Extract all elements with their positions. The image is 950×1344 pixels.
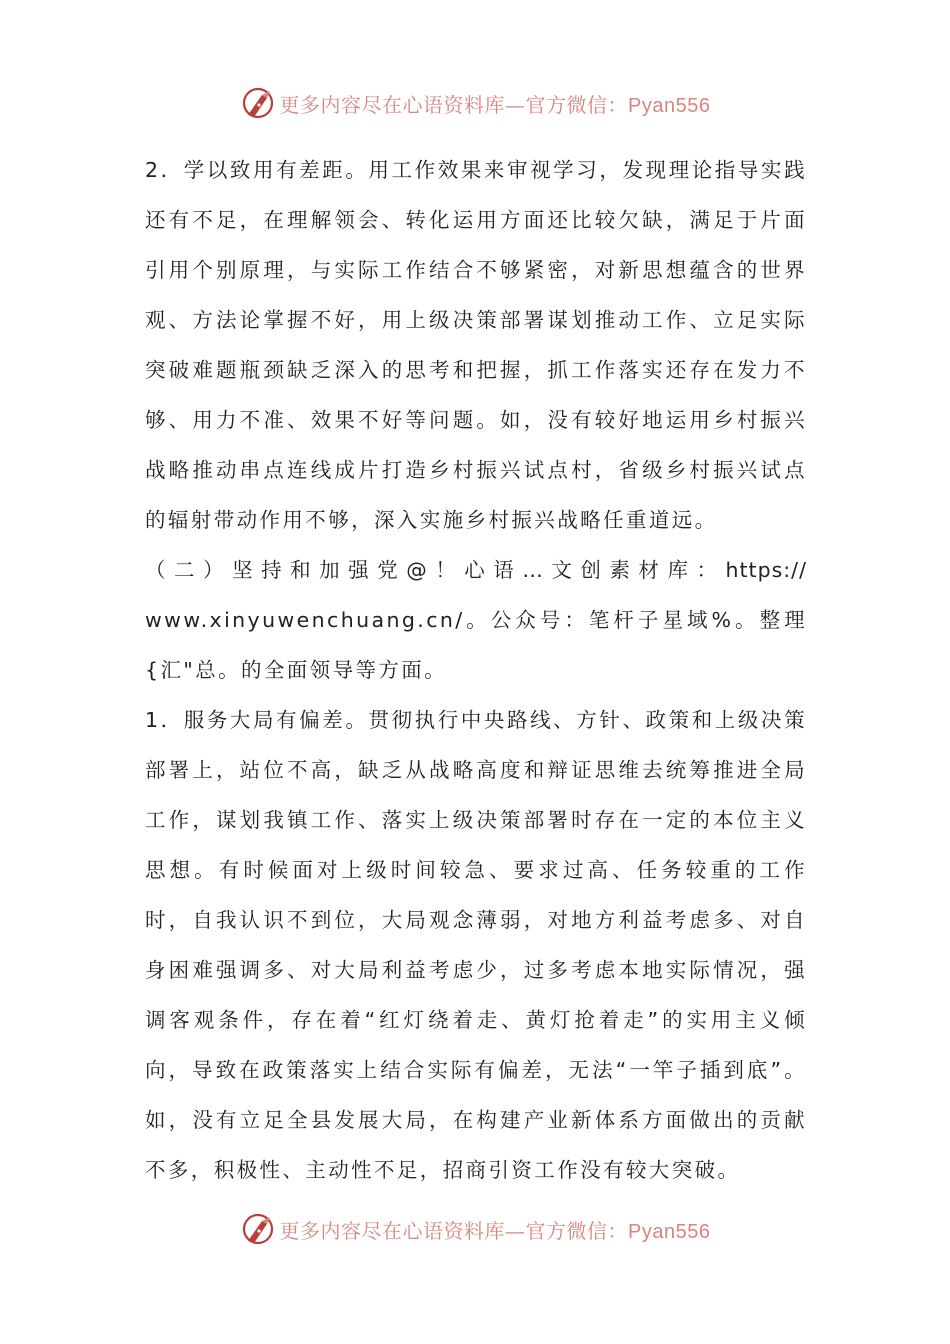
banner-text: 更多内容尽在心语资料库—官方微信：Pyan556 [279, 92, 711, 117]
banner-text: 更多内容尽在心语资料库—官方微信：Pyan556 [279, 1218, 711, 1243]
paragraph-2-heading-line: （二）坚持和加强党@！心语…文创素材库：https:// [145, 558, 807, 582]
pen-nib-logo-icon [240, 85, 276, 121]
paragraph-2-continuation: www.xinyuwenchuang.cn/。公众号：笔杆子星域%。整理{汇"总。的全面领导等方面。 [145, 608, 807, 682]
footer-banner [0, 1207, 950, 1251]
pen-nib-logo-icon [240, 1211, 276, 1247]
wechat-id: Pyan556 [628, 1220, 711, 1243]
paragraph-1: 2．学以致用有差距。用工作效果来审视学习，发现理论指导实践还有不足，在理解领会、转化运用方面还比较欠缺，满足于片面引用个别原理，与实际工作结合不够紧密，对新思想蕴含的世界观、方法论掌握不好，用上级决策部署谋划推动工作、立足实际突破难题瓶颈缺乏深入的思考和把握，抓工作落实还存在发力不够、用力不准、效果不好等问题。如，没有较好地运用乡村振兴战略推动串点连线成片打造乡村振兴试点村，省级乡村振兴试点的辐射带动作用不够，深入实施乡村振兴战略任重道远。 [145, 158, 807, 532]
wechat-id: Pyan556 [628, 94, 711, 117]
document-body [145, 145, 807, 1195]
paragraph-3: 1．服务大局有偏差。贯彻执行中央路线、方针、政策和上级决策部署上，站位不高，缺乏从战略高度和辩证思维去统筹推进全局工作，谋划我镇工作、落实上级决策部署时存在一定的本位主义思想。有时候面对上级时间较急、要求过高、任务较重的工作时，自我认识不到位，大局观念薄弱，对地方利益考虑多、对自身困难强调多、对大局利益考虑少，过多考虑本地实际情况，强调客观条件，存在着“红灯绕着走、黄灯抢着走”的实用主义倾向，导致在政策落实上结合实际有偏差，无法“一竿子插到底”。如，没有立足全县发展大局，在构建产业新体系方面做出的贡献不多，积极性、主动性不足，招商引资工作没有较大突破。 [145, 708, 807, 1182]
header-banner [0, 81, 950, 125]
